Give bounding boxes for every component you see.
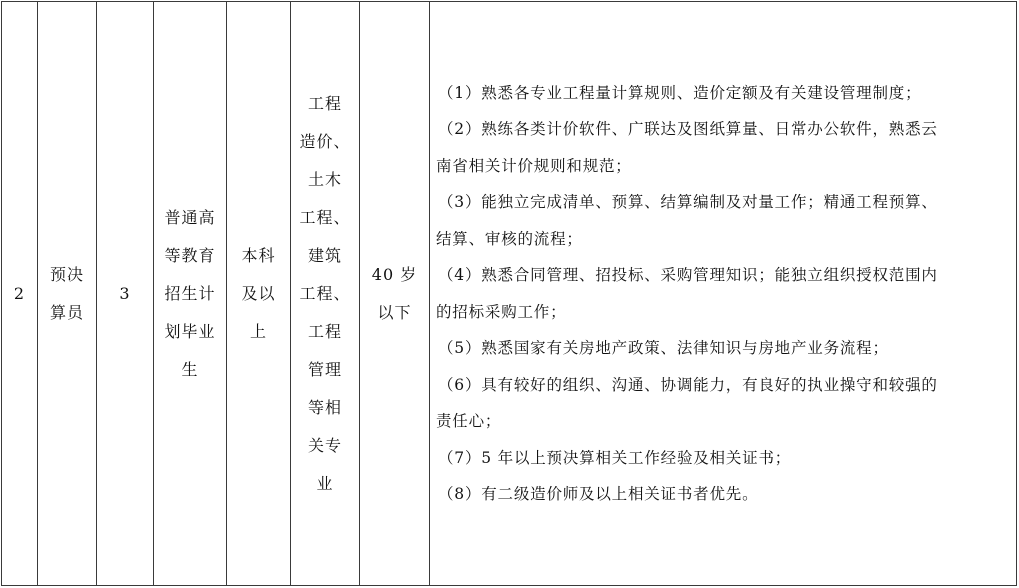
headcount-value: 3 — [119, 283, 131, 303]
requirement-line: （8）有二级造价师及以上相关证书者优先。 — [438, 485, 759, 503]
source-line: 普通高 — [164, 207, 216, 227]
source-line: 招生计 — [164, 283, 216, 303]
requirement-line: （1）熟悉各专业工程量计算规则、造价定额及有关建设管理制度； — [438, 83, 922, 102]
requirement-line: （4）熟悉合同管理、招投标、采购管理知识；能独立组织授权范围内 — [438, 266, 938, 284]
age-line: 以下 — [377, 302, 412, 322]
age-cell — [360, 2, 430, 586]
major-line: 业 — [316, 473, 334, 493]
major-line: 等相 — [307, 397, 342, 417]
source-cell — [154, 2, 227, 586]
requirement-line: （7）5 年以上预决算相关工作经验及相关证书； — [438, 448, 792, 467]
source-line: 划毕业 — [164, 321, 216, 341]
requirement-line: 的招标采购工作； — [436, 302, 567, 321]
source-line: 生 — [181, 359, 199, 379]
education-line: 及以 — [241, 283, 276, 303]
position-cell — [38, 2, 97, 586]
headcount-cell — [97, 2, 154, 586]
education-line: 本科 — [241, 245, 276, 265]
major-line: 工程、 — [299, 283, 351, 303]
education-line: 上 — [249, 321, 267, 341]
requirement-line: 结算、审核的流程； — [436, 229, 583, 248]
requirement-line: （5）熟悉国家有关房地产政策、法律知识与房地产业务流程； — [438, 339, 889, 357]
major-line: 工程、 — [299, 207, 351, 227]
major-line: 土木 — [307, 169, 342, 189]
position-line: 算员 — [49, 302, 84, 322]
major-cell — [291, 2, 360, 586]
job-requirements-table — [1, 1, 1017, 586]
table-row — [2, 2, 1017, 586]
job-table-container — [1, 1, 1017, 586]
requirement-line: （2）熟练各类计价软件、广联达及图纸算量、日常办公软件，熟悉云 — [438, 120, 938, 138]
major-line: 造价、 — [299, 131, 351, 151]
source-line: 等教育 — [164, 245, 216, 265]
major-line: 管理 — [307, 359, 342, 379]
requirement-line: （3）能独立完成清单、预算、结算编制及对量工作；精通工程预算、 — [438, 193, 938, 211]
requirement-line: （6）具有较好的组织、沟通、协调能力，有良好的执业操守和较强的 — [438, 375, 938, 394]
major-line: 建筑 — [307, 245, 342, 265]
major-line: 关专 — [307, 435, 342, 455]
index-value: 2 — [13, 283, 26, 303]
index-cell — [2, 2, 38, 586]
requirements-cell — [430, 2, 1017, 586]
age-line: 40 岁 — [371, 264, 418, 284]
education-cell — [227, 2, 291, 586]
position-line: 预决 — [49, 264, 84, 284]
major-line: 工程 — [307, 93, 342, 113]
requirement-line: 责任心； — [436, 412, 502, 430]
major-line: 工程 — [307, 321, 342, 341]
requirement-line: 南省相关计价规则和规范； — [436, 156, 632, 175]
